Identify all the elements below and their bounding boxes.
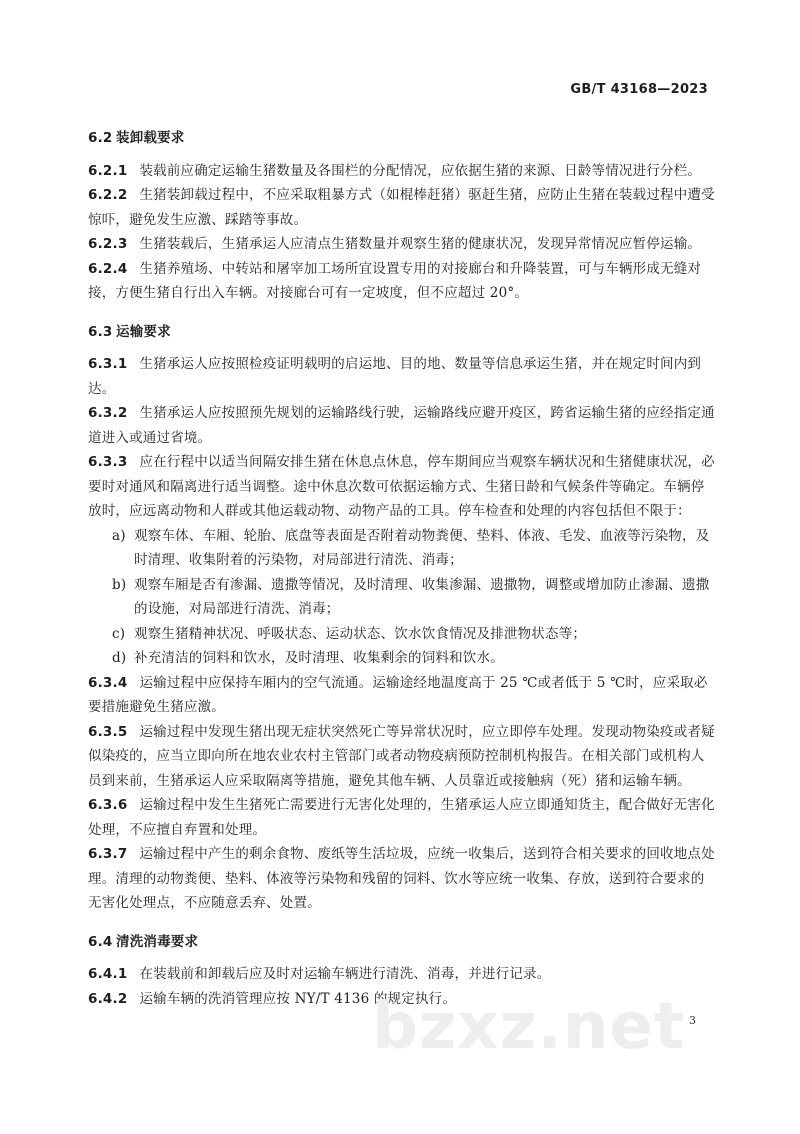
section-number: 6.3 <box>88 323 113 340</box>
clause-text: 生猪装载后，生猪承运人应清点生猪数量并观察生猪的健康状况，发现异常情况应暂停运输。 <box>139 236 702 252</box>
section-heading-6-4 <box>88 930 718 955</box>
section-heading-6-3 <box>88 320 718 345</box>
page-number: 3 <box>689 1014 696 1027</box>
section-heading-6-2 <box>88 126 718 151</box>
clause-6-3-6 <box>88 793 718 842</box>
clause-number: 6.2.4 <box>88 260 128 277</box>
clause-text: 生猪承运人应按照检疫证明载明的启运地、目的地、数量等信息承运生猪，并在规定时间内到达。 <box>88 356 702 397</box>
standard-code: GB/T 43168—2023 <box>570 82 708 97</box>
list-item-text: 补充清洁的饲料和饮水，及时清理、收集剩余的饲料和饮水。 <box>134 650 504 666</box>
clause-text: 生猪承运人应按照预先规划的运输路线行驶，运输路线应避开疫区，跨省运输生猪的应经指定通道进入或通过省境。 <box>88 405 715 446</box>
list-item-text: 观察车体、车厢、轮胎、底盘等表面是否附着动物粪便、垫料、体液、毛发、血液等污染物，及时清理、收集附着的污染物，对局部进行清洗、消毒； <box>134 527 710 568</box>
section-title: 运输要求 <box>116 323 171 340</box>
clause-number: 6.3.6 <box>88 797 128 813</box>
clause-number: 6.3.1 <box>88 356 128 372</box>
clause-6-3-4 <box>88 671 718 720</box>
clause-number: 6.3.4 <box>88 674 128 691</box>
clause-number: 6.2.1 <box>88 162 128 179</box>
list-item-d <box>88 646 718 671</box>
clause-number: 6.3.3 <box>88 454 128 470</box>
clause-text: 生猪装卸载过程中，不应采取粗暴方式（如棍棒赶猪）驱赶生猪，应防止生猪在装载过程中遭受惊吓，避免发生应激、踩踏等事故。 <box>88 187 715 228</box>
clause-6-3-2 <box>88 401 718 450</box>
clause-6-2-1 <box>88 159 718 184</box>
clause-number: 6.4.1 <box>88 966 128 982</box>
clause-text: 运输过程中发生生猪死亡需要进行无害化处理的，生猪承运人应立即通知货主，配合做好无害化处理，不应擅自弃置和处理。 <box>88 797 715 838</box>
watermark: bzxz.net <box>372 990 686 1064</box>
list-marker: a) <box>112 527 126 544</box>
clause-6-2-4 <box>88 257 718 306</box>
list-item-a <box>88 524 718 573</box>
clause-number: 6.3.5 <box>88 723 128 740</box>
clause-number: 6.4.2 <box>88 990 128 1007</box>
clause-number: 6.2.3 <box>88 236 128 252</box>
clause-6-4-1 <box>88 962 718 987</box>
list-item-c <box>88 622 718 647</box>
section-number: 6.4 <box>88 933 113 950</box>
section-title: 装卸载要求 <box>116 130 185 146</box>
section-number: 6.2 <box>88 130 113 146</box>
document-body <box>88 126 718 1011</box>
clause-text: 应在行程中以适当间隔安排生猪在休息点休息，停车期间应当观察车辆状况和生猪健康状况，必要时对通风和隔离进行适当调整。途中休息次数可依据运输方式、生猪日龄和气候条件等确定。车辆停放时，应远离动物和人群或其他运载动物、动物产品的工具。停车检查和处理的内容包括但不限于： <box>88 454 715 519</box>
clause-text: 运输过程中发现生猪出现无症状突然死亡等异常状况时，应立即停车处理。发现动物染疫或者疑似染疫的，应当立即向所在地农业农村主管部门或者动物疫病预防控制机构报告。在相关部门或机构人员到来前，生猪承运人应采取隔离等措施，避免其他车辆、人员靠近或接触病（死）猪和运输车辆。 <box>88 723 715 789</box>
clause-6-2-2 <box>88 183 718 232</box>
clause-number: 6.3.2 <box>88 405 128 421</box>
list-marker: c) <box>112 625 126 642</box>
clause-6-2-3 <box>88 232 718 257</box>
list-item-b <box>88 573 718 622</box>
clause-text: 生猪养殖场、中转站和屠宰加工场所宜设置专用的对接廊台和升降装置，可与车辆形成无缝对接，方便生猪自行出入车辆。对接廊台可有一定坡度，但不应超过 20°。 <box>88 260 702 301</box>
clause-text: 在装载前和卸载后应及时对运输车辆进行清洗、消毒，并进行记录。 <box>139 966 551 982</box>
list-marker: d) <box>112 650 127 666</box>
clause-number: 6.2.2 <box>88 187 128 203</box>
clause-text: 装载前应确定运输生猪数量及各围栏的分配情况，应依据生猪的来源、日龄等情况进行分栏。 <box>139 162 702 179</box>
clause-number: 6.3.7 <box>88 846 128 862</box>
list-item-text: 观察生猪精神状况、呼吸状态、运动状态、饮水饮食情况及排泄物状态等； <box>134 625 587 642</box>
list-item-text: 观察车厢是否有渗漏、遗撒等情况，及时清理、收集渗漏、遗撒物，调整或增加防止渗漏、遗撒的设施，对局部进行清洗、消毒； <box>134 576 710 617</box>
clause-text: 运输过程中应保持车厢内的空气流通。运输途经地温度高于 25 ℃或者低于 5 ℃时，应采取必要措施避免生猪应激。 <box>88 674 708 715</box>
clause-6-3-1 <box>88 352 718 401</box>
list-marker: b) <box>112 576 127 593</box>
clause-text: 运输车辆的洗消管理应按 NY/T 4136 的规定执行。 <box>139 990 457 1007</box>
clause-text: 运输过程中产生的剩余食物、废纸等生活垃圾，应统一收集后，送到符合相关要求的回收地点处理。清理的动物粪便、垫料、体液等污染物和残留的饲料、饮水等应统一收集、存放，送到符合要求的无害化处理点，不应随意丢弃、处置。 <box>88 846 715 911</box>
clause-6-3-3 <box>88 450 718 524</box>
clause-6-3-7 <box>88 842 718 916</box>
section-title: 清洗消毒要求 <box>116 933 199 950</box>
clause-6-3-5 <box>88 720 718 794</box>
